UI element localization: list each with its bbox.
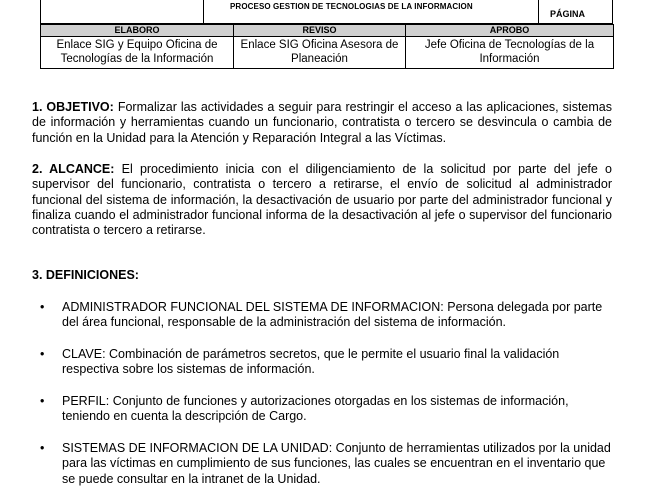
- scope-label: 2. ALCANCE:: [32, 162, 115, 176]
- reviso-value: Enlace SIG Oficina Asesora de Planeación: [234, 37, 406, 69]
- bullet-icon: •: [40, 300, 45, 314]
- aprobo-value: Jefe Oficina de Tecnologías de la Información: [406, 37, 614, 69]
- definition-item: [40, 300, 612, 331]
- process-title: PROCESO GESTION DE TECNOLOGIAS DE LA INFORMACION: [230, 2, 473, 11]
- definitions-heading: 3. DEFINICIONES:: [32, 268, 139, 282]
- elaboro-header: ELABORO: [41, 25, 234, 37]
- bullet-icon: •: [40, 347, 45, 361]
- definition-item: [40, 394, 612, 425]
- definition-term: SISTEMAS DE INFORMACION DE LA UNIDAD:: [62, 441, 333, 455]
- definition-term: PERFIL:: [62, 394, 110, 408]
- objective-section: [32, 100, 612, 146]
- signature-value-row: [41, 37, 614, 69]
- scope-text: El procedimiento inicia con el diligenciamiento de la solicitud por parte del jefe o supervisor del funcionario, contratista o tercero a retirarse, el envío de solicitud al administrador funcional del sistema de información, la desactivación de usuario por parte del administrador funcional y finaliza cuando el administrador funcional informa de la desactivación al jefe o supervisor del funcionario contratista o tercero a retirarse.: [32, 162, 612, 238]
- definition-desc: Persona delegada por parte del área funcional, responsable de la administración del sistema de información.: [62, 300, 603, 330]
- document-header: [40, 0, 613, 24]
- definition-item: [40, 441, 612, 487]
- header-page-cell: [538, 0, 613, 24]
- reviso-header: REVISO: [234, 25, 406, 37]
- signature-header-row: [41, 25, 614, 37]
- aprobo-header: APROBO: [406, 25, 614, 37]
- definition-desc: Combinación de parámetros secretos, que le permite el usuario final la validación respectiva sobre los sistemas de información.: [62, 347, 560, 377]
- elaboro-value: Enlace SIG y Equipo Oficina de Tecnologías de la Información: [41, 37, 234, 69]
- scope-paragraph: [32, 162, 612, 238]
- bullet-icon: •: [40, 441, 45, 455]
- signature-table: [40, 24, 614, 69]
- objective-text: Formalizar las actividades a seguir para restringir el acceso a las aplicaciones, sistemas de información y herramientas cuando un funcionario, contratista o tercero se desvincula o cambia de función en la Unidad para la Atención y Reparación Integral a las Víctimas.: [32, 100, 612, 145]
- objective-paragraph: [32, 100, 612, 146]
- definition-term: ADMINISTRADOR FUNCIONAL DEL SISTEMA DE INFORMACION:: [62, 300, 444, 314]
- definition-term: CLAVE:: [62, 347, 106, 361]
- page-label: PÁGINA: [550, 9, 586, 19]
- header-process-cell: [202, 0, 539, 24]
- definition-desc: Conjunto de funciones y autorizaciones otorgadas en los sistemas de información, teniendo en cuenta la descripción de Cargo.: [62, 394, 569, 424]
- scope-section: [32, 162, 612, 238]
- objective-label: 1. OBJETIVO:: [32, 100, 114, 114]
- bullet-icon: •: [40, 394, 45, 408]
- header-logo-cell: [40, 0, 204, 24]
- definition-item: [40, 347, 612, 378]
- definition-desc: Conjunto de herramientas utilizados por la unidad para las víctimas en cumplimiento de sus funciones, las cuales se encuentran en el inventario que se puede consultar en la intranet de la Unidad.: [62, 441, 611, 486]
